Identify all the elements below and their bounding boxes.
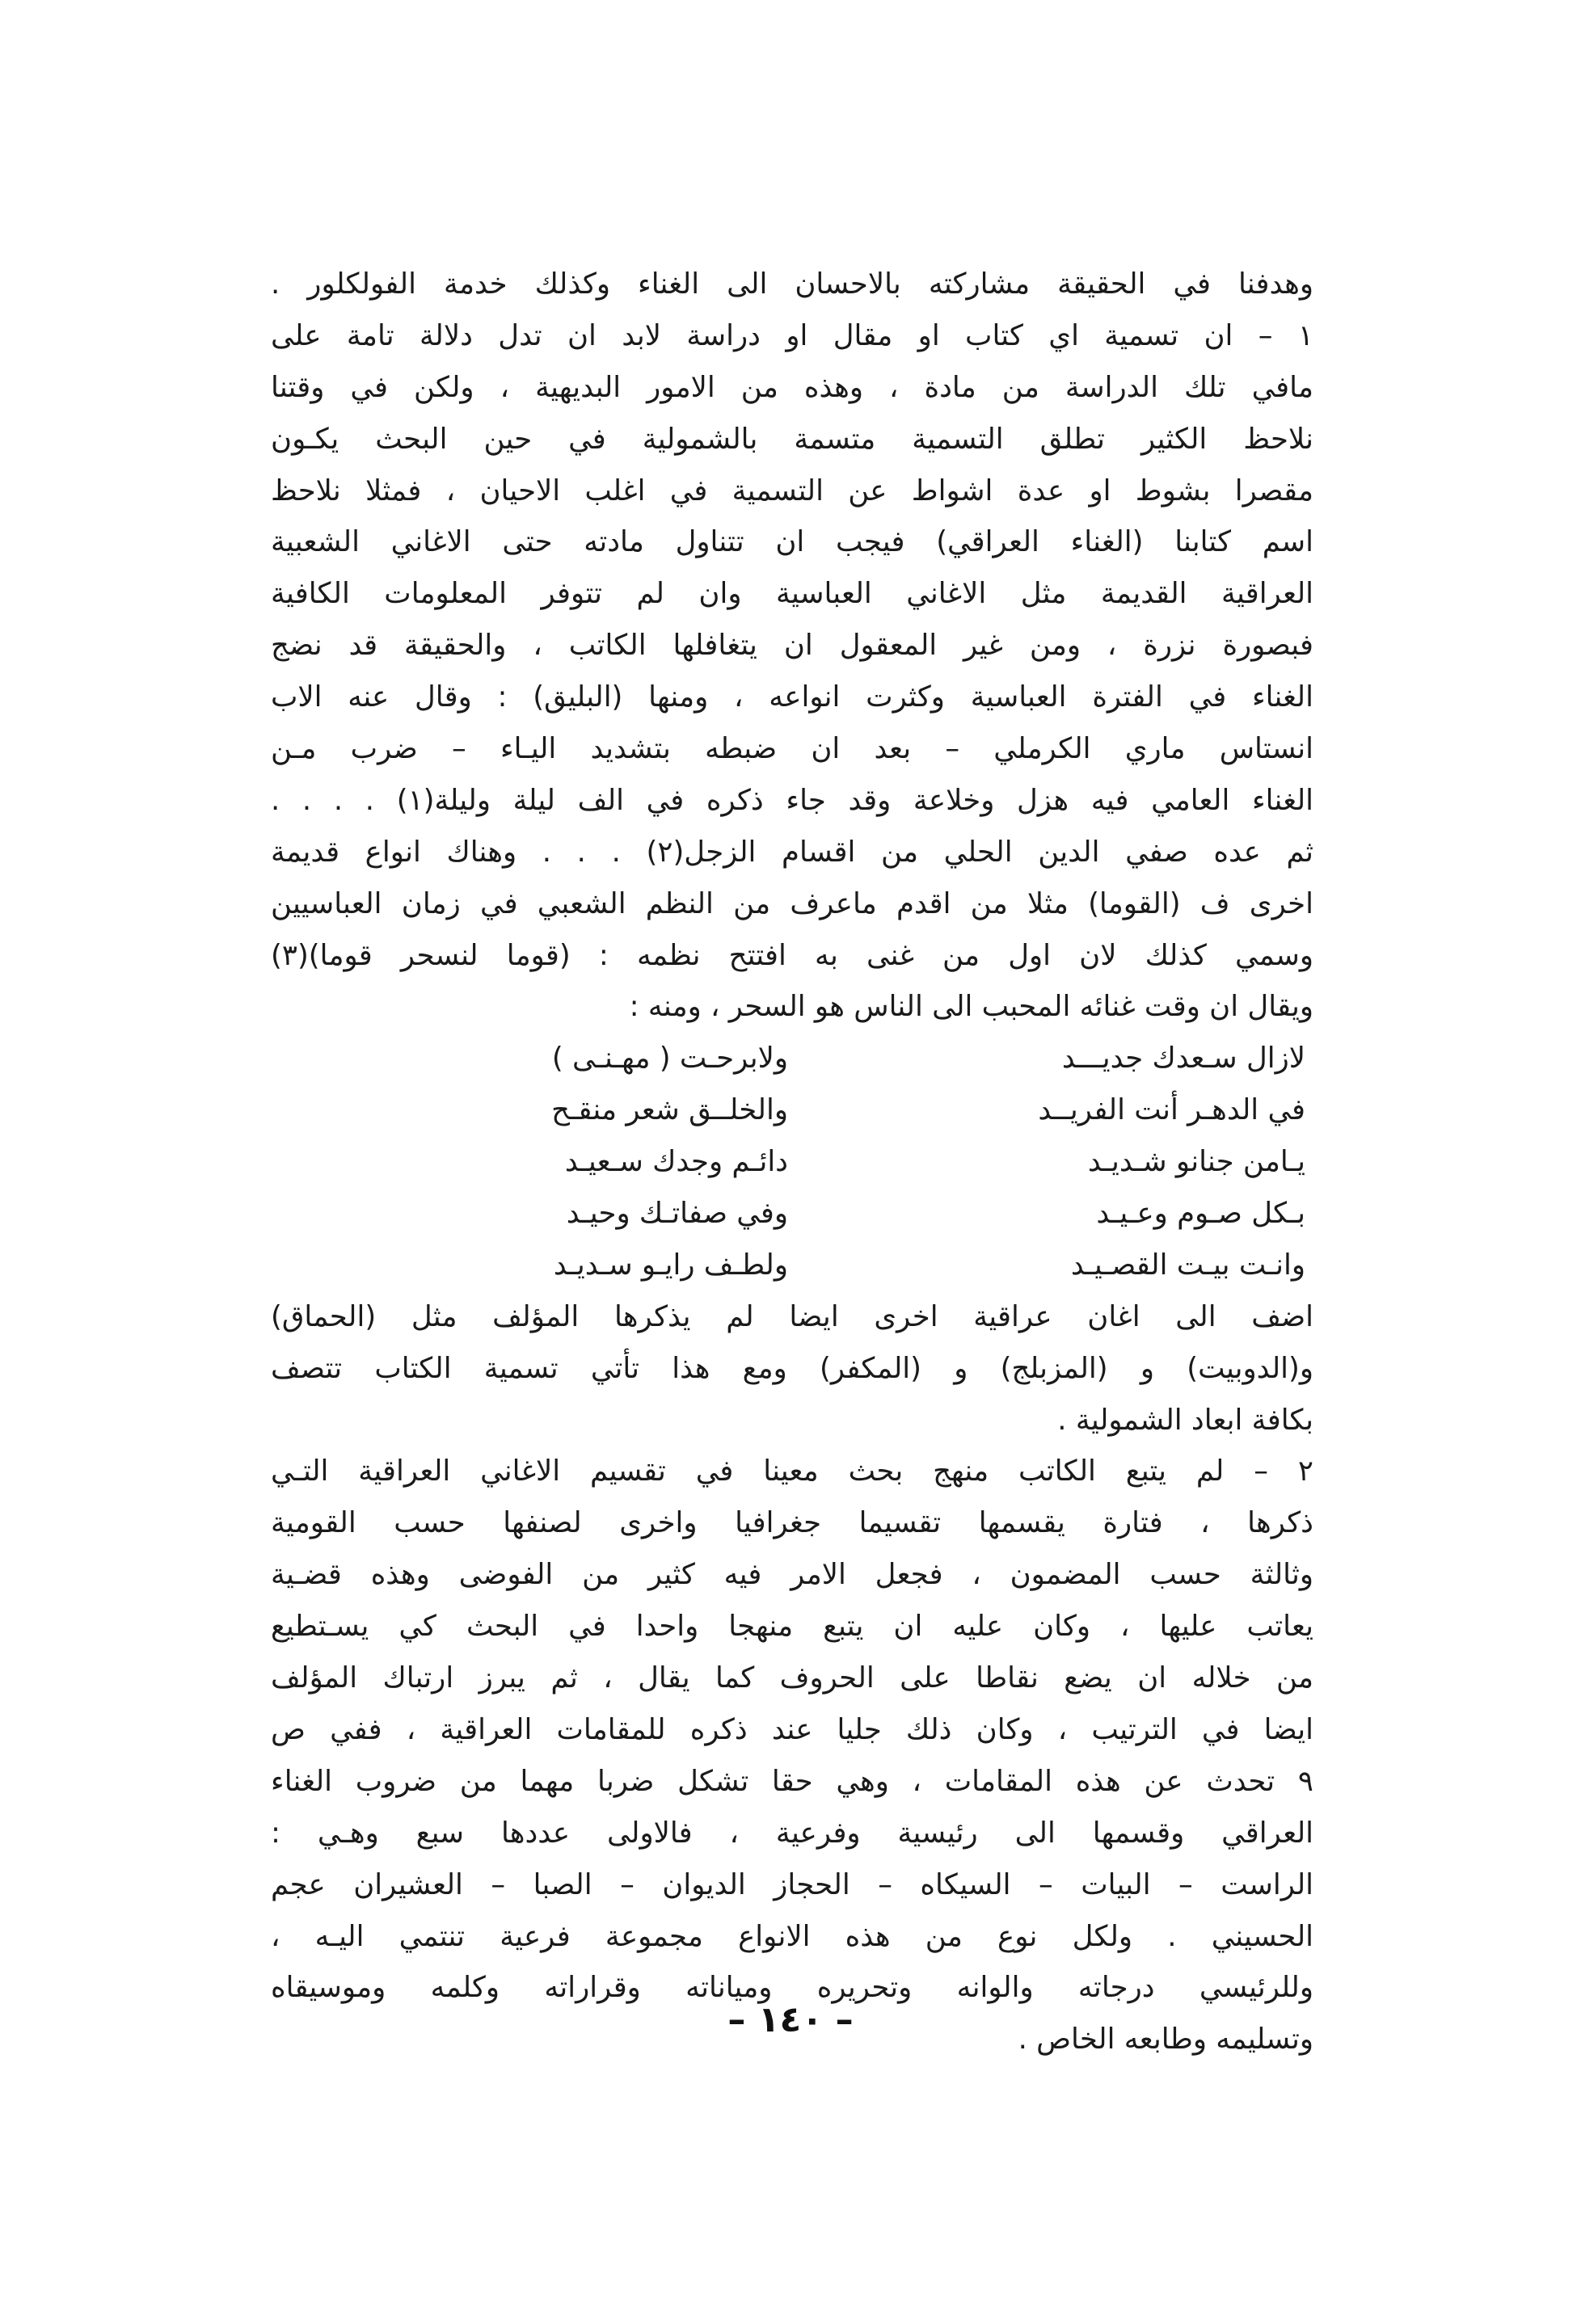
text-line: العراقي وقسمها الى رئيسية وفرعية ، فالاولى عددها سبع وهـي : bbox=[271, 1816, 1313, 1850]
verse-second-hemistich: ولطـف رايـو سـديـد bbox=[553, 1248, 788, 1282]
verse-second-hemistich: دائـم وجدك سـعيـد bbox=[564, 1145, 788, 1179]
poem-verse bbox=[271, 1188, 1313, 1240]
text-line: وللرئيسي درجاته والوانه وتحريره ومياناته وقراراته وكلمه وموسيقاه bbox=[271, 1971, 1313, 2005]
page-number: – ١٤٠ – bbox=[727, 1999, 854, 2040]
verse-first-hemistich: في الدهـر أنت الفريــد bbox=[1038, 1093, 1305, 1127]
verse-first-hemistich: وانـت بيـت القصـيـد bbox=[1070, 1248, 1305, 1282]
body-text bbox=[271, 259, 1313, 2065]
text-line: مافي تلك الدراسة من مادة ، وهذه من الامور البديهية ، ولكن في وقتنا bbox=[271, 370, 1313, 404]
text-line: و(الدوبيت) و (المزبلج) و (المكفر) ومع هذا تأتي تسمية الكتاب تتصف bbox=[271, 1351, 1313, 1385]
verse-first-hemistich: يـامن جنانو شـديـد bbox=[1087, 1145, 1305, 1179]
verse-second-hemistich: والخلــق شعر منقـح bbox=[551, 1093, 788, 1127]
poem-verse bbox=[271, 1033, 1313, 1084]
text-line: الراست – البيات – السيكاه – الحجاز الديوان – الصبا – العشيران عجم bbox=[271, 1867, 1313, 1901]
text-line: اضف الى اغان عراقية اخرى ايضا لم يذكرها المؤلف مثل (الحماق) bbox=[271, 1299, 1313, 1333]
text-line: وسمي كذلك لان اول من غنى به افتتح نظمه : (قوما لنسحر قوما)(٣) bbox=[271, 938, 1313, 972]
verse-second-hemistich: وفي صفاتـك وحيـد bbox=[566, 1197, 788, 1231]
poem-verse bbox=[271, 1240, 1313, 1291]
text-line: يعاتب عليها ، وكان عليه ان يتبع منهجا واحدا في البحث كي يسـتطيع bbox=[271, 1610, 1313, 1644]
verse-first-hemistich: لازال سـعدك جديـــد bbox=[1061, 1042, 1305, 1076]
text-line: ١ – ان تسمية اي كتاب او مقال او دراسة لابد ان تدل دلالة تامة على bbox=[271, 318, 1313, 352]
text-line: نلاحظ الكثير تطلق التسمية متسمة بالشمولية في حين البحث يكـون bbox=[271, 422, 1313, 456]
text-line: مقصرا بشوط او عدة اشواط عن التسمية في اغلب الاحيان ، فمثلا نلاحظ bbox=[271, 474, 1313, 507]
text-line: ثم عده صفي الدين الحلي من اقسام الزجل(٢) . . . وهناك انواع قديمة bbox=[271, 835, 1313, 869]
text-line: الغناء العامي فيه هزل وخلاعة وقد جاء ذكره في الف ليلة وليلة(١) . . . . bbox=[271, 783, 1313, 817]
text-line: فبصورة نزرة ، ومن غير المعقول ان يتغافلها الكاتب ، والحقيقة قد نضج bbox=[271, 629, 1313, 663]
text-line: اخرى ف (القوما) مثلا من اقدم ماعرف من النظم الشعبي في زمان العباسيين bbox=[271, 886, 1313, 920]
text-line: الغناء في الفترة العباسية وكثرت انواعه ، ومنها (البليق) : وقال عنه الاب bbox=[271, 680, 1313, 714]
text-line: وثالثة حسب المضمون ، فجعل الامر فيه كثير من الفوضى وهذه قضـية bbox=[271, 1558, 1313, 1592]
text-line: العراقية القديمة مثل الاغاني العباسية وان لم تتوفر المعلومات الكافية bbox=[271, 577, 1313, 611]
text-line: وهدفنا في الحقيقة مشاركته بالاحسان الى الغناء وكذلك خدمة الفولكلور . bbox=[271, 267, 1313, 301]
text-line: ٢ – لم يتبع الكاتب منهج بحث معينا في تقسيم الاغاني العراقية التـي bbox=[271, 1455, 1313, 1488]
poem-verse bbox=[271, 1136, 1313, 1188]
text-line: ذكرها ، فتارة يقسمها تقسيما جغرافيا واخرى لصنفها حسب القومية bbox=[271, 1506, 1313, 1540]
poem-verse bbox=[271, 1084, 1313, 1136]
text-line: ويقال ان وقت غنائه المحبب الى الناس هو السحر ، ومنه : bbox=[629, 990, 1313, 1024]
verse-second-hemistich: ولابرحـت ( مهـنـى ) bbox=[551, 1042, 788, 1076]
text-line: ايضا في الترتيب ، وكان ذلك جليا عند ذكره للمقامات العراقية ، ففي ص bbox=[271, 1712, 1313, 1746]
text-line: اسم كتابنا (الغناء العراقي) فيجب ان تتناول مادته حتى الاغاني الشعبية bbox=[271, 525, 1313, 559]
text-line: وتسليمه وطابعه الخاص . bbox=[1018, 2023, 1313, 2057]
text-line: بكافة ابعاد الشمولية . bbox=[1057, 1403, 1313, 1437]
text-line: انستاس ماري الكرملي – بعد ان ضبطه بتشديد اليـاء – ضرب مـن bbox=[271, 732, 1313, 766]
text-line: ٩ تحدث عن هذه المقامات ، وهي حقا تشكل ضربا مهما من ضروب الغناء bbox=[271, 1764, 1313, 1798]
text-line: من خلاله ان يضع نقاطا على الحروف كما يقال ، ثم يبرز ارتباك المؤلف bbox=[271, 1661, 1313, 1695]
verse-first-hemistich: بـكل صـوم وعـيـد bbox=[1096, 1197, 1305, 1231]
text-line: الحسيني . ولكل نوع من هذه الانواع مجموعة فرعية تنتمي اليـه ، bbox=[271, 1919, 1313, 1953]
